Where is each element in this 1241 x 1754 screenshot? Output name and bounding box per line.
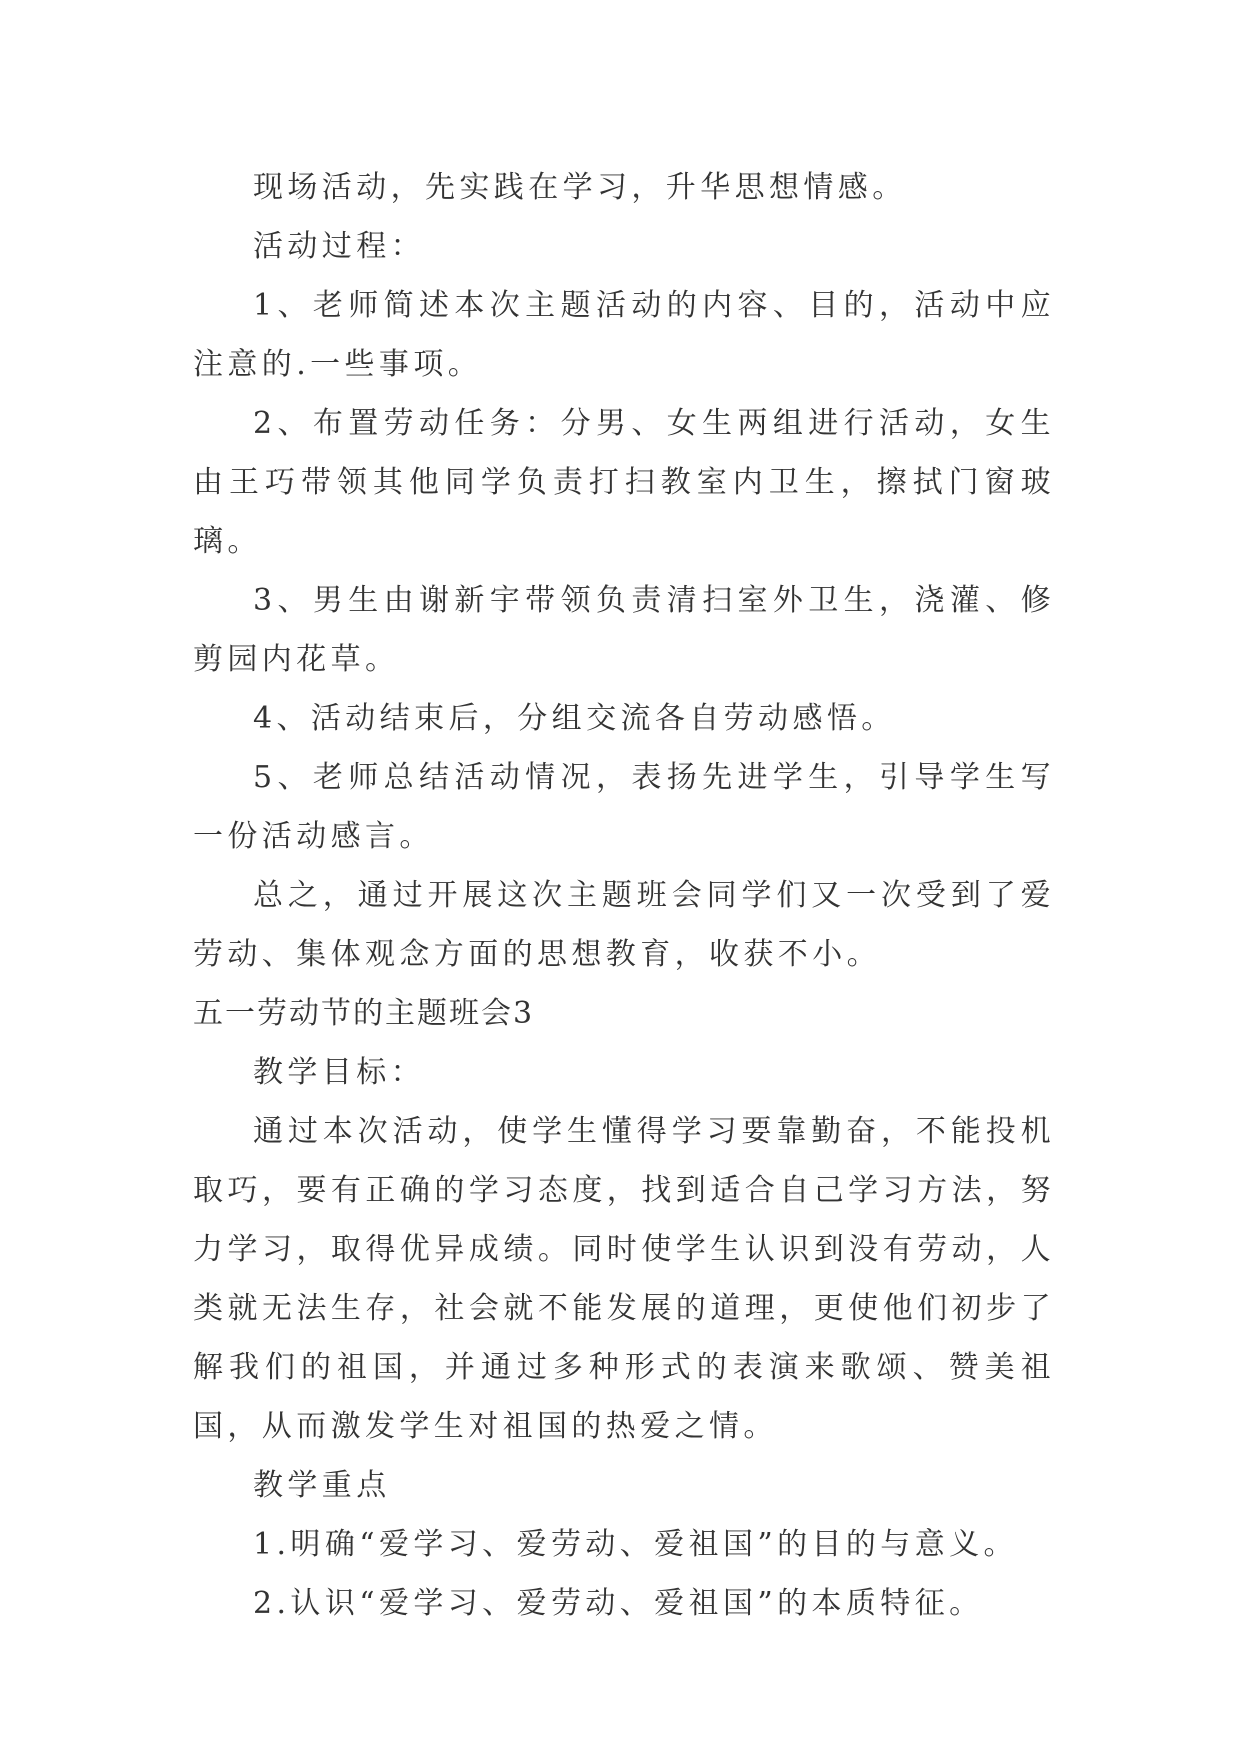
paragraph: 2.认识“爱学习、爱劳动、爱祖国”的本质特征。 <box>253 1586 984 1621</box>
paragraph: 1.明确“爱学习、爱劳动、爱祖国”的目的与意义。 <box>253 1527 1018 1562</box>
paragraph: 活动过程： <box>253 229 425 264</box>
section-heading: 五一劳动节的主题班会3 <box>193 996 535 1031</box>
paragraph: 总之，通过开展这次主题班会同学们又一次受到了爱劳动、集体观念方面的思想教育，收获不小。 <box>193 878 1055 972</box>
paragraph: 4、活动结束后，分组交流各自劳动感悟。 <box>253 701 896 736</box>
paragraph: 2、布置劳动任务：分男、女生两组进行活动，女生由王巧带领其他同学负责打扫教室内卫生，擦拭门窗玻璃。 <box>193 406 1055 559</box>
paragraph: 3、男生由谢新宇带领负责清扫室外卫生，浇灌、修剪园内花草。 <box>193 583 1055 677</box>
paragraph: 5、老师总结活动情况，表扬先进学生，引导学生写一份活动感言。 <box>193 760 1055 854</box>
paragraph: 教学重点 <box>253 1468 391 1503</box>
paragraph: 教学目标： <box>253 1055 425 1090</box>
document-page <box>193 158 1055 1633</box>
paragraph: 现场活动，先实践在学习，升华思想情感。 <box>253 170 907 205</box>
paragraph: 通过本次活动，使学生懂得学习要靠勤奋，不能投机取巧，要有正确的学习态度，找到适合自己学习方法，努力学习，取得优异成绩。同时使学生认识到没有劳动，人类就无法生存，社会就不能发展的道理，更使他们初步了解我们的祖国，并通过多种形式的表演来歌颂、赞美祖国，从而激发学生对祖国的热爱之情。 <box>193 1114 1055 1444</box>
paragraph: 1、老师简述本次主题活动的内容、目的，活动中应注意的.一些事项。 <box>193 288 1055 382</box>
